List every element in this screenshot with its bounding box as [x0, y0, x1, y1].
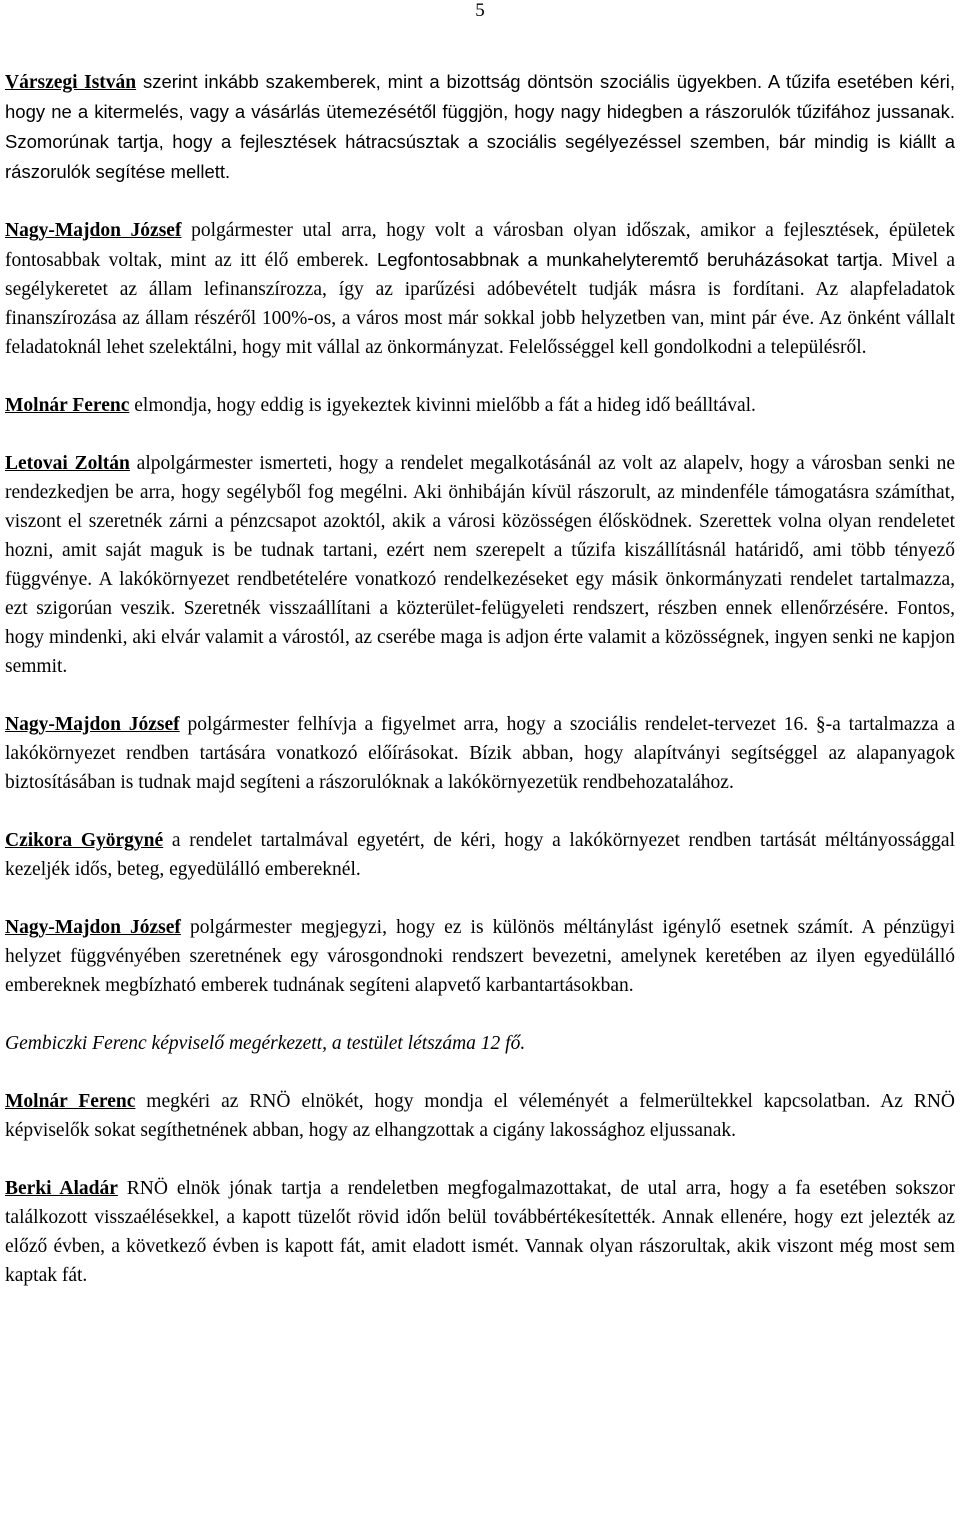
speaker-name: Czikora Györgyné — [5, 830, 164, 851]
speaker-paragraph — [5, 67, 955, 187]
speaker-name: Várszegi István — [5, 72, 137, 93]
speaker-paragraph — [5, 710, 955, 797]
speaker-paragraph — [5, 1087, 955, 1145]
speaker-name: Nagy-Majdon József — [5, 917, 181, 938]
paragraph-text: a rendelet tartalmával egyetért, de kéri, hogy a lakókörnyezet rendben tartását méltányossággal kezeljék idős, beteg, egyedülálló embereknél. — [5, 830, 955, 880]
speaker-name: Berki Aladár — [5, 1178, 118, 1199]
paragraph-text: polgármester utal arra, hogy volt a városban olyan időszak, amikor a fejlesztések, épületek fontosabbak voltak, mint az itt élő emberek. — [5, 220, 956, 271]
speaker-paragraph — [5, 391, 955, 420]
speaker-name: Nagy-Majdon József — [5, 220, 182, 241]
paragraph-text: polgármester felhívja a figyelmet arra, hogy a szociális rendelet-tervezet 16. §-a tartalmazza a lakókörnyezet rendben tartására vonatkozó előírásokat. Bízik abban, hogy alapítványi segítséggel az alapanyagok biztosításában is tudnak majd segíteni a rászorulóknak a lakókörnyezetük rendbehozatalához. — [5, 714, 956, 793]
paragraph-text: Mivel a segélykeretet az állam lefinanszírozza, így az iparűzési adóbevételt tudják másra is fordítani. Az alapfeladatok finanszírozása az állam részéről 100%-os, a város most már sokkal jobb helyzetben van, mint pár éve. Az önként vállalt feladatoknál lehet szelektálni, hogy mit vállal az önkormányzat. Felelősséggel kell gondolkodni a településről. — [5, 250, 955, 358]
paragraph-text: alpolgármester ismerteti, hogy a rendelet megalkotásánál az volt az alapelv, hogy a városban senki ne rendezkedjen be arra, hogy segélyből fog megélni. Aki önhibáján kívül rászorult, az mindenféle támogatásra számíthat, viszont el szeretnék zárni a pénzcsapot azoktól, akik a városi közösségen élősködnek. Szerettek volna olyan rendeletet hozni, amit saját maguk is be tudnak tartani, ezért nem szerepelt a tűzifa kiszállításnál határidő, ami több tényező függvénye. A lakókörnyezet rendbetételére vonatkozó rendelkezéseket egy másik önkormányzati rendelet tartalmazza, ezt szigorúan veszik. Szeretnék visszaállítani a közterület-felügyeleti rendszert, részben ennek ellenőrzésére. Fontos, hogy mindenki, aki elvár valamit a várostól, az cserébe maga is adjon érte valamit a közösségnek, ingyen senki ne kapjon semmit. — [5, 453, 955, 677]
paragraph-text: Legfontosabbnak a munkahelyteremtő beruházásokat tartja. — [376, 249, 884, 270]
speaker-paragraph — [5, 216, 955, 362]
speaker-paragraph — [5, 913, 955, 1000]
speaker-name: Nagy-Majdon József — [5, 714, 180, 735]
paragraph-text: megkéri az RNÖ elnökét, hogy mondja el véleményét a felmerültekkel kapcsolatban. Az RNÖ képviselők sokat segíthetnének abban, hogy az elhangzottak a cigány lakossághoz eljussanak. — [5, 1091, 956, 1141]
speaker-paragraph — [5, 1174, 955, 1290]
page-number: 5 — [475, 0, 485, 21]
paragraph-text: RNÖ elnök jónak tartja a rendeletben megfogalmazottakat, de utal arra, hogy a fa esetében sokszor találkozott visszaélésekkel, a kapott tüzelőt rövid időn belül továbbértékesítették. Annak ellenére, hogy ezt jelezték az előző évben, a következő évben is kapott fát, amit eladott ismét. Vannak olyan rászorultak, akik viszont még most sem kaptak fát. — [5, 1178, 955, 1286]
minutes-body — [5, 67, 955, 1319]
paragraph-text: elmondja, hogy eddig is igyekeztek kivinni mielőbb a fát a hideg idő beálltával. — [129, 395, 756, 416]
speaker-name: Molnár Ferenc — [5, 395, 130, 416]
paragraph-text: szerint inkább szakemberek, mint a bizottság döntsön szociális ügyekben. A tűzifa esetében kéri, hogy ne a kitermelés, vagy a vásárlás ütemezésétől függjön, hogy nagy hidegben a rászorulók tűzifához jussanak. Szomorúnak tartja, hogy a fejlesztések hátracsúsztak a szociális segélyezéssel szemben, bár mindig is kiállt a rászorulók segítése mellett. — [5, 71, 955, 182]
speaker-name: Letovai Zoltán — [5, 453, 130, 474]
speaker-paragraph — [5, 826, 955, 884]
speaker-name: Molnár Ferenc — [5, 1091, 136, 1112]
paragraph-text: polgármester megjegyzi, hogy ez is különös méltánylást igénylő esetnek számít. A pénzügyi helyzet függvényében szeretnének egy városgondnoki rendszert bevezetni, amelynek keretében az ilyen egyedülálló embereknek megbízható emberek tudnának segíteni alapvető karbantartásokban. — [5, 917, 956, 996]
attendance-notice: Gembiczki Ferenc képviselő megérkezett, a testület létszáma 12 fő. — [5, 1033, 526, 1054]
speaker-paragraph — [5, 449, 955, 681]
